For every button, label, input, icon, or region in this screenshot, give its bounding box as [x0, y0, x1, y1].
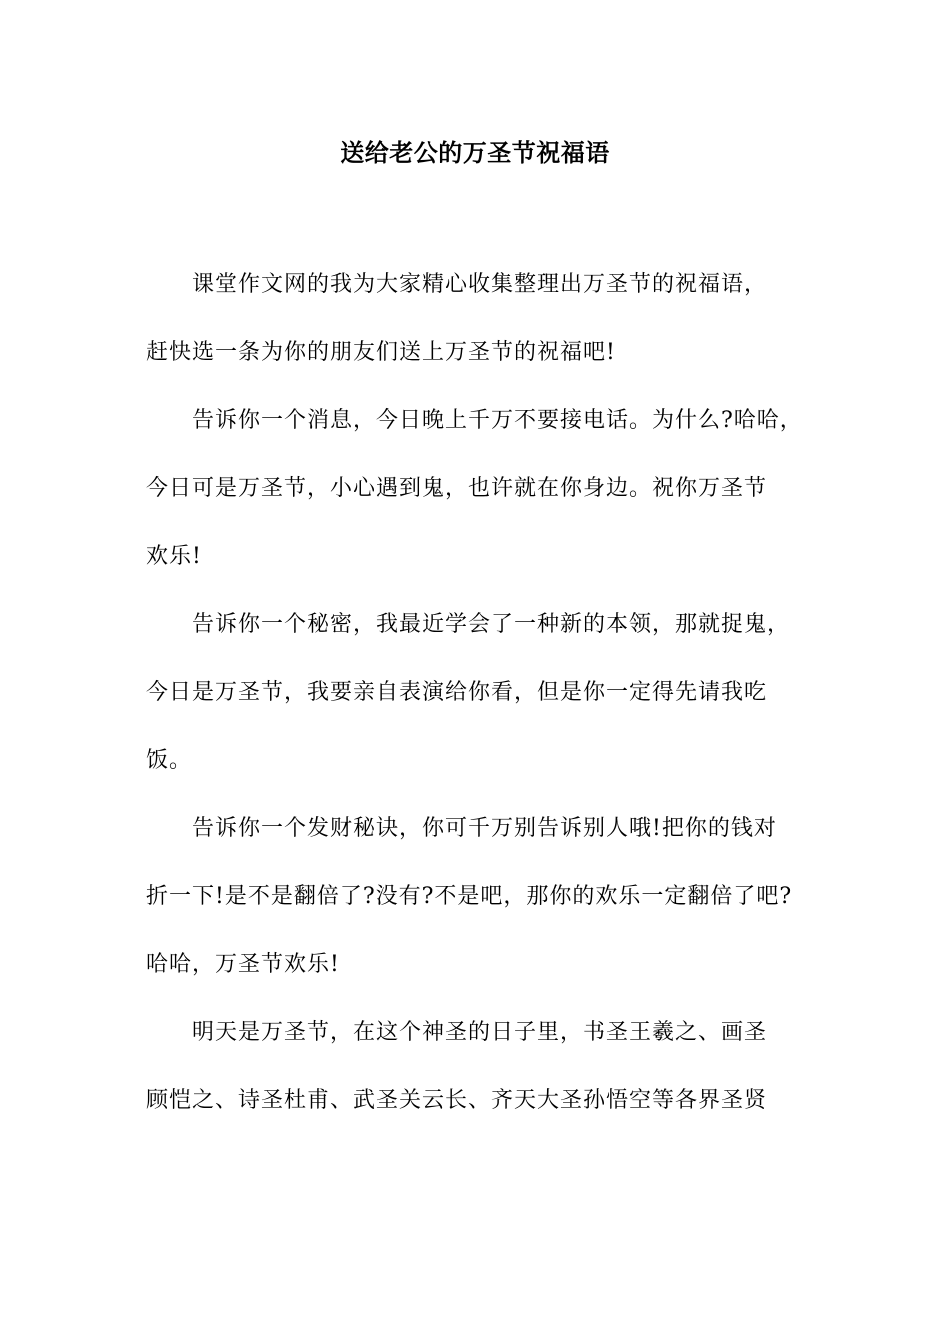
paragraph-line: 今日可是万圣节，小心遇到鬼，也许就在你身边。祝你万圣节	[146, 476, 768, 501]
paragraph-4	[146, 807, 811, 987]
paragraph-3	[146, 603, 811, 783]
paragraph-line: 赶快选一条为你的朋友们送上万圣节的祝福吧!	[146, 340, 616, 365]
document-title: 送给老公的万圣节祝福语	[340, 138, 610, 167]
paragraph-line: 告诉你一个发财秘诀，你可千万别告诉别人哦!把你的钱对	[192, 816, 777, 841]
paragraph-line: 今日是万圣节，我要亲自表演给你看，但是你一定得先请我吃	[146, 680, 768, 705]
document-body	[146, 263, 811, 1147]
paragraph-line: 顾恺之、诗圣杜甫、武圣关云长、齐天大圣孙悟空等各界圣贤	[146, 1088, 768, 1113]
paragraph-line: 告诉你一个秘密，我最近学会了一种新的本领，那就捉鬼，	[192, 612, 791, 637]
paragraph-line: 告诉你一个消息，今日晚上千万不要接电话。为什么?哈哈，	[192, 408, 803, 433]
paragraph-line: 欢乐!	[146, 544, 202, 569]
paragraph-line: 哈哈，万圣节欢乐!	[146, 952, 340, 977]
paragraph-2	[146, 399, 811, 579]
paragraph-line: 明天是万圣节，在这个神圣的日子里，书圣王羲之、画圣	[192, 1020, 768, 1045]
paragraph-5	[146, 1011, 811, 1123]
paragraph-line: 折一下!是不是翻倍了?没有?不是吧，那你的欢乐一定翻倍了吧?	[146, 884, 793, 909]
paragraph-line: 课堂作文网的我为大家精心收集整理出万圣节的祝福语，	[192, 272, 768, 297]
paragraph-line: 饭。	[146, 748, 193, 773]
paragraph-1	[146, 263, 811, 375]
